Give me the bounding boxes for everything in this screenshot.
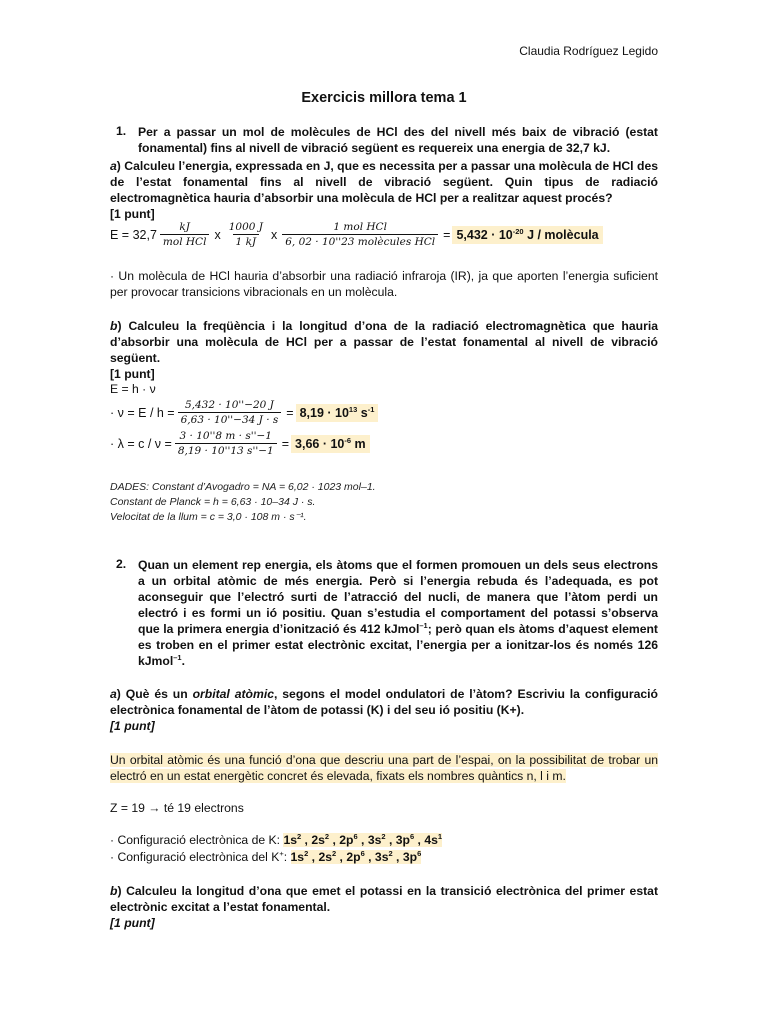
orbital: 1s xyxy=(290,850,305,864)
orbital-definition: Un orbital atòmic és una funció d’ona que descriu una part de l’espai, on la possibilitat de trobar un electró en un estat energètic concret és elevada, fixats els nombres quàntics n, l i m. xyxy=(110,753,658,783)
result-unit-exponent: -1 xyxy=(367,404,375,414)
config-k-ion-line xyxy=(110,850,421,864)
orbital: 2p xyxy=(339,833,354,847)
part-a-text: , segons el model ondulatori de l’àtom? Escriviu la configuració electrònica fonamental de l’àtom de potassi (K) i del seu ió positiu (K+). xyxy=(110,687,658,717)
part-a-points: [1 punt] xyxy=(110,207,155,221)
part-a-points: [1 punt] xyxy=(110,719,155,733)
separator: , xyxy=(308,850,319,864)
fraction-numerator: 5,432 · 10''−20 J xyxy=(184,399,274,411)
part-b-text: ) Calculeu la longitud d’ona que emet el potassi en la transició electrònica del primer estat electrònic excitat a l’estat fonamental. xyxy=(110,884,658,914)
result-value: 5,432 · 10 xyxy=(456,227,513,242)
fraction-c-over-nu xyxy=(175,430,277,457)
electron-count: 2 xyxy=(297,831,302,841)
frequency-result xyxy=(296,404,379,422)
result-exponent: -20 xyxy=(512,226,524,236)
formula-e-h-nu: E = h · ν xyxy=(110,382,156,396)
orbital: 3p xyxy=(395,833,410,847)
config-kp-value xyxy=(291,850,422,864)
part-b-label: b xyxy=(110,319,118,333)
atomic-number-line: Z = 19 → té 19 electrons xyxy=(110,801,244,815)
fraction-j-per-kj xyxy=(226,221,266,248)
equals-sign: = xyxy=(286,405,294,420)
fraction-denominator: 8,19 · 10''13 s''−1 xyxy=(175,443,277,457)
electron-count: 2 xyxy=(332,848,337,858)
part-b-points: [1 punt] xyxy=(110,367,155,381)
question-2-number: 2. xyxy=(116,557,127,571)
times-sign: x xyxy=(270,227,278,242)
electron-count: 6 xyxy=(417,848,422,858)
result-exponent: 13 xyxy=(348,404,358,414)
fraction-denominator: mol HCl xyxy=(160,234,210,248)
electron-count: 2 xyxy=(381,831,386,841)
orbital: 1s xyxy=(283,833,297,847)
statement-part: ; però quan els àtoms d’aquest element es troben en el primer estat electrònic excitat, l’energia per a ionitzar-los és només 126 kJmol xyxy=(138,622,658,668)
separator: , xyxy=(357,833,368,847)
separator: , xyxy=(414,833,425,847)
electron-count: 2 xyxy=(324,831,330,841)
fraction-denominator: 6, 02 · 10''23 molècules HCl xyxy=(282,234,438,248)
config-kp-label: · Configuració electrònica del K xyxy=(110,850,280,864)
part-b-points: [1 punt] xyxy=(110,916,155,930)
energy-lead: E = 32,7 xyxy=(110,227,157,242)
fraction-numerator: 3 · 10''8 m · s''−1 xyxy=(179,430,272,442)
result-value: 3,66 · 10 xyxy=(295,436,345,451)
question-2a-answer xyxy=(110,752,658,784)
equals-sign: = xyxy=(281,436,290,451)
frequency-calculation xyxy=(110,399,378,426)
constant-light-speed: Velocitat de la llum = c = 3,0 · 108 m · s⁻¹. xyxy=(110,511,307,523)
separator: , xyxy=(336,850,347,864)
data-constants xyxy=(110,480,376,525)
electron-count: 6 xyxy=(353,831,358,841)
separator: , xyxy=(385,833,396,847)
electron-count: 2 xyxy=(304,848,309,858)
fraction-numerator: 1000 J xyxy=(228,221,263,233)
orbital: 3s xyxy=(367,833,382,847)
fraction-kj-per-mol xyxy=(160,221,210,248)
fraction-energy-over-planck xyxy=(178,399,282,426)
orbital: 3s xyxy=(374,850,389,864)
page-title: Exercicis millora tema 1 xyxy=(301,90,467,106)
electron-count: 1 xyxy=(437,831,443,841)
part-a-label: a xyxy=(110,159,117,173)
fraction-numerator: 1 mol HCl xyxy=(333,221,387,233)
part-a-text: ) Què és un xyxy=(116,687,193,701)
electron-count: 6 xyxy=(360,848,365,858)
electron-count: 2 xyxy=(388,848,393,858)
orbital: 2s xyxy=(318,850,332,864)
orbital: 2s xyxy=(311,833,325,847)
part-a-italic: orbital atòmic xyxy=(192,687,274,701)
question-1a xyxy=(110,158,658,222)
part-b-text: ) Calculeu la freqüència i la longitud d’ona de la radiació electromagnètica que hauria d’absorbir una molècula de HCl per a passar de l’estat fonamental al nivell de vibració següent. xyxy=(110,319,658,365)
question-1a-answer: · Un molècula de HCl hauria d’absorbir una radiació infraroja (IR), ja que aporten l’energia suficient per provocar transicions vibracionals en un molècula. xyxy=(110,269,658,299)
result-value: 8,19 · 10 xyxy=(299,405,349,420)
fraction-avogadro xyxy=(282,221,438,248)
question-2-statement xyxy=(138,557,658,669)
result-exponent: -6 xyxy=(344,435,352,445)
config-k-line xyxy=(110,833,442,847)
part-a-label: a xyxy=(110,687,117,701)
nu-lead: · ν = E / h = xyxy=(110,405,175,420)
result-unit: J / molècula xyxy=(523,227,599,242)
question-1-statement: Per a passar un mol de molècules de HCl des del nivell més baix de vibració (estat fonamental) fins al nivell de vibració següent es requereix una energia de 32,7 kJ. xyxy=(138,125,658,155)
question-1-number: 1. xyxy=(116,124,127,138)
orbital: 2p xyxy=(346,850,361,864)
separator: , xyxy=(364,850,375,864)
part-a-text: ) Calculeu l’energia, expressada en J, que es necessita per a passar una molècula de HCl des de l’estat fonamental fins al nivell de vibració següent. Quin tipus de radiació electromagnètica hauria d’absorbir una molècula de HCl per a realitzar aquest procés? xyxy=(110,159,658,205)
statement-exponent: –1 xyxy=(173,652,182,662)
author-name: Claudia Rodríguez Legido xyxy=(519,44,658,58)
separator: , xyxy=(301,833,312,847)
question-2a xyxy=(110,686,658,734)
equals-sign: = xyxy=(443,227,451,242)
config-k-value xyxy=(283,833,442,847)
config-k-label: · Configuració electrònica de K: xyxy=(110,833,284,847)
energy-calculation xyxy=(110,221,603,248)
question-1b xyxy=(110,318,658,382)
wavelength-calculation xyxy=(110,430,370,457)
separator: , xyxy=(329,833,340,847)
fraction-numerator: kJ xyxy=(179,221,190,233)
energy-result xyxy=(452,226,602,244)
result-unit: s xyxy=(357,405,368,420)
wavelength-result xyxy=(291,435,370,453)
statement-part: . xyxy=(181,654,185,668)
part-b-label: b xyxy=(110,884,118,898)
fraction-denominator: 1 kJ xyxy=(233,234,260,248)
separator: , xyxy=(392,850,403,864)
statement-part: Quan un element rep energia, els àtoms que el formen promouen un dels seus electrons a un orbital atòmic de més energia. Però si l’energia rebuda és l’adequada, es pot aconseguir que l’electró surti de l’atracció del nucli, de manera que l’àtom perdi un electró i es formi un ió positiu. Quan s’estudia el comportament del potassi s’observa que la primera energia d’ionització és 412 kJmol xyxy=(138,558,658,636)
fraction-denominator: 6,63 · 10''−34 J · s xyxy=(178,412,282,426)
times-sign: x xyxy=(214,227,221,242)
ion-charge: + xyxy=(279,848,284,858)
question-2b xyxy=(110,883,658,931)
statement-exponent: –1 xyxy=(419,620,428,630)
orbital: 3p xyxy=(402,850,418,864)
orbital: 4s xyxy=(424,833,438,847)
lambda-lead: · λ = c / ν = xyxy=(110,436,172,451)
constant-planck: Constant de Planck = h = 6,63 · 10–34 J · s. xyxy=(110,496,316,508)
result-unit: m xyxy=(351,436,366,451)
constant-avogadro: DADES: Constant d’Avogadro = NA = 6,02 · 1023 mol–1. xyxy=(110,481,376,493)
electron-count: 6 xyxy=(409,831,415,841)
config-kp-colon: : xyxy=(283,850,291,864)
